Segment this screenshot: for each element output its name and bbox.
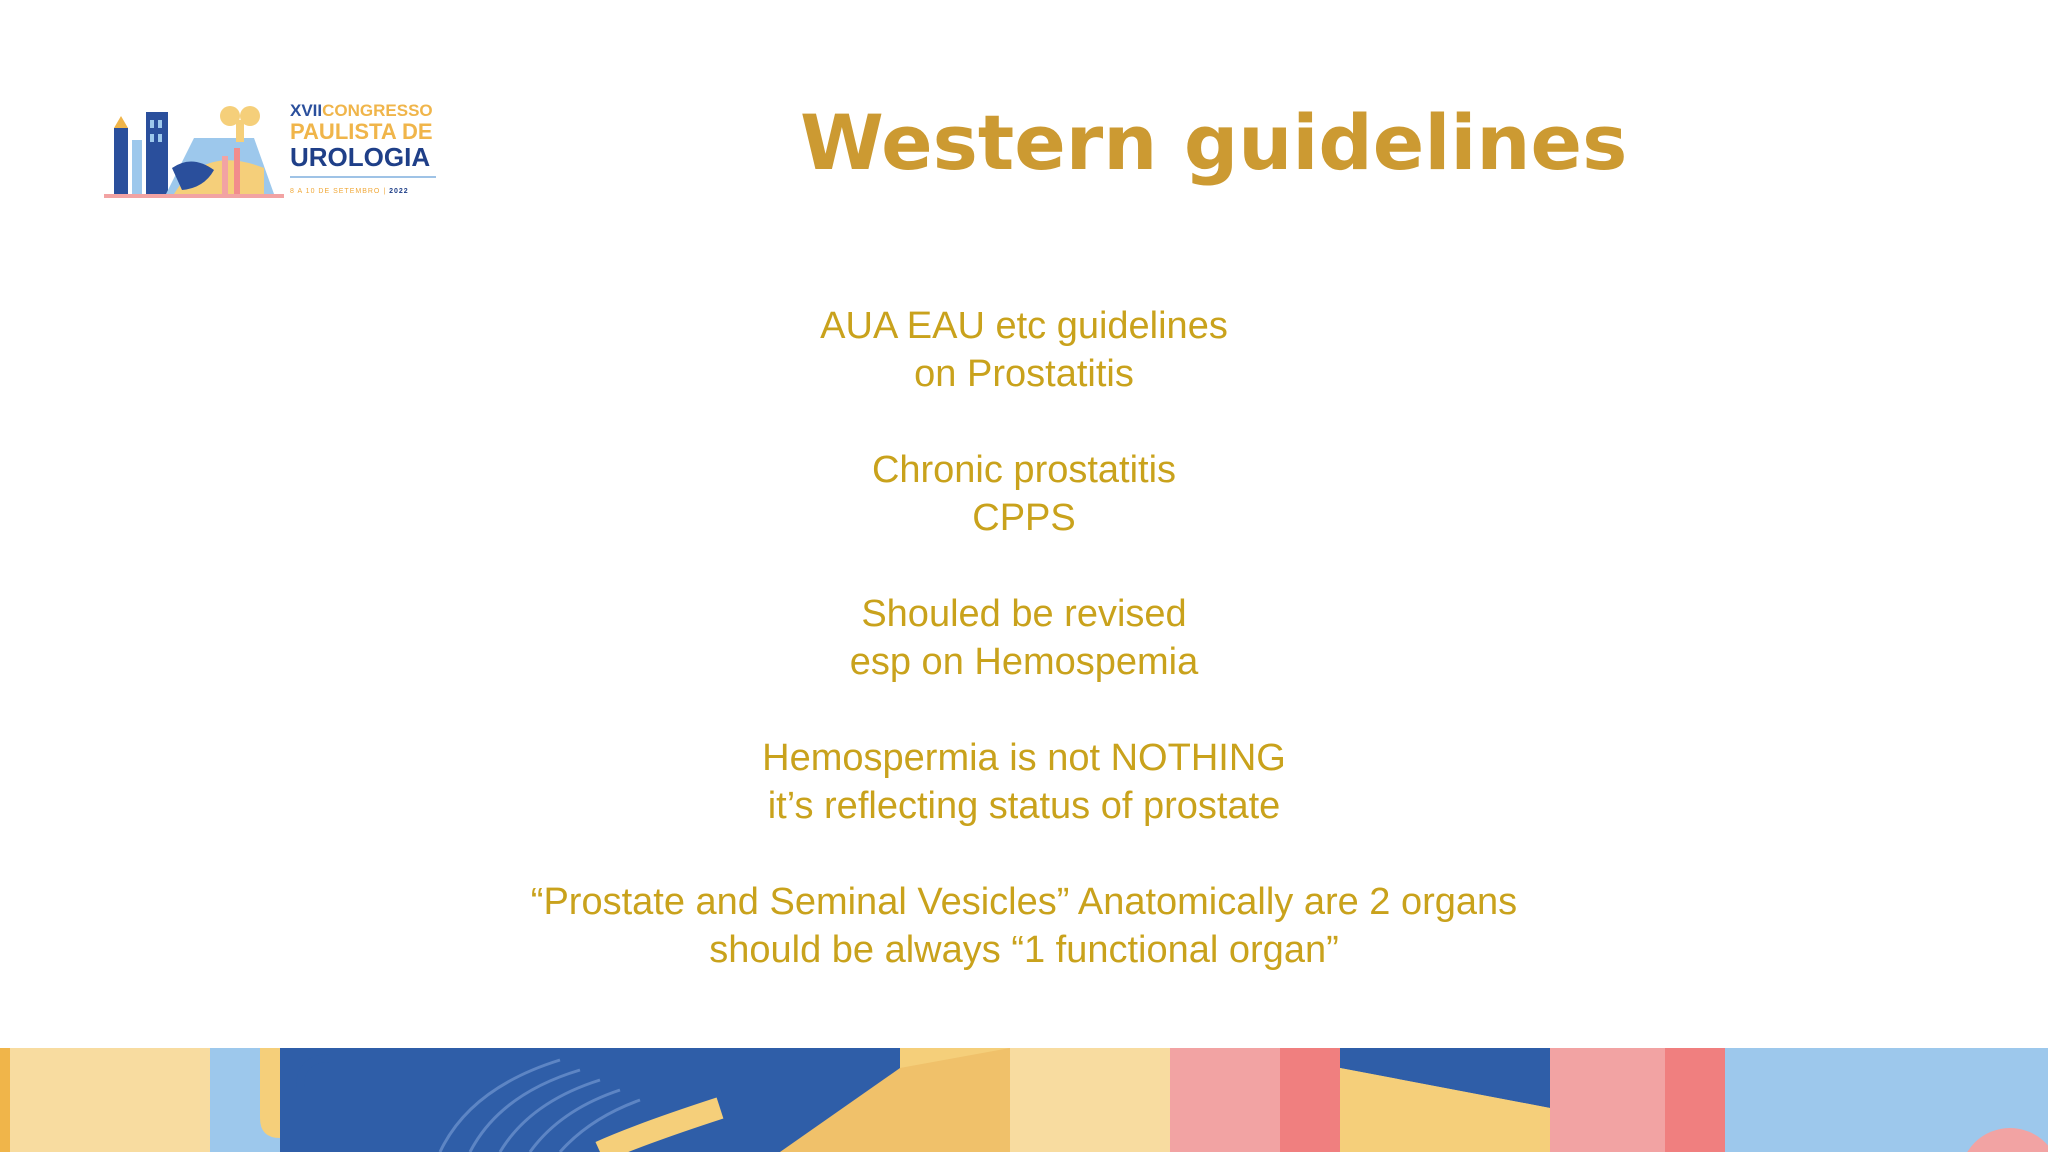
paragraph-hemospermia (324, 734, 1724, 830)
paragraph-line: Chronic prostatitis (871, 449, 1177, 491)
paragraph-line: AUA EAU etc guidelines (820, 305, 1228, 347)
logo-date: 8 A 10 DE SETEMBRO (290, 188, 381, 195)
paragraph-line: Hemospermia is not NOTHING (762, 737, 1286, 779)
logo-rule (290, 176, 436, 178)
paragraph-line: “Prostate and Seminal Vesicles” Anatomically are 2 organs (530, 881, 1518, 923)
congress-logo-art-icon (104, 98, 284, 202)
paragraph-line: on Prostatitis (914, 353, 1134, 395)
slide-body (324, 302, 1724, 1022)
paragraph-line: it’s reflecting status of prostate (767, 785, 1281, 827)
logo-year: 2022 (389, 188, 409, 195)
logo-roman: XVII (290, 101, 323, 120)
paragraph-revised (324, 590, 1724, 686)
logo-word1: CONGRESSO (322, 101, 433, 120)
logo-word2: PAULISTA DE (290, 119, 433, 144)
logo-word3: UROLOGIA (290, 142, 431, 172)
paragraph-guidelines (324, 302, 1724, 398)
paragraph-line: should be always “1 functional organ” (709, 929, 1339, 971)
congress-logo-text: XVIICONGRESSO PAULISTA DE UROLOGIA 8 A 10 DE SETEMBRO | 2022 (290, 102, 446, 195)
paragraph-line: Shouled be revised (861, 593, 1187, 635)
decorative-bottom-band (0, 1048, 2048, 1152)
paragraph-chronic-prostatitis (324, 446, 1724, 542)
slide-title: Western guidelines (800, 98, 1628, 187)
congress-logo (104, 98, 444, 204)
paragraph-line: CPPS (972, 497, 1076, 539)
paragraph-organs (324, 878, 1724, 974)
paragraph-line: esp on Hemospemia (849, 641, 1199, 683)
